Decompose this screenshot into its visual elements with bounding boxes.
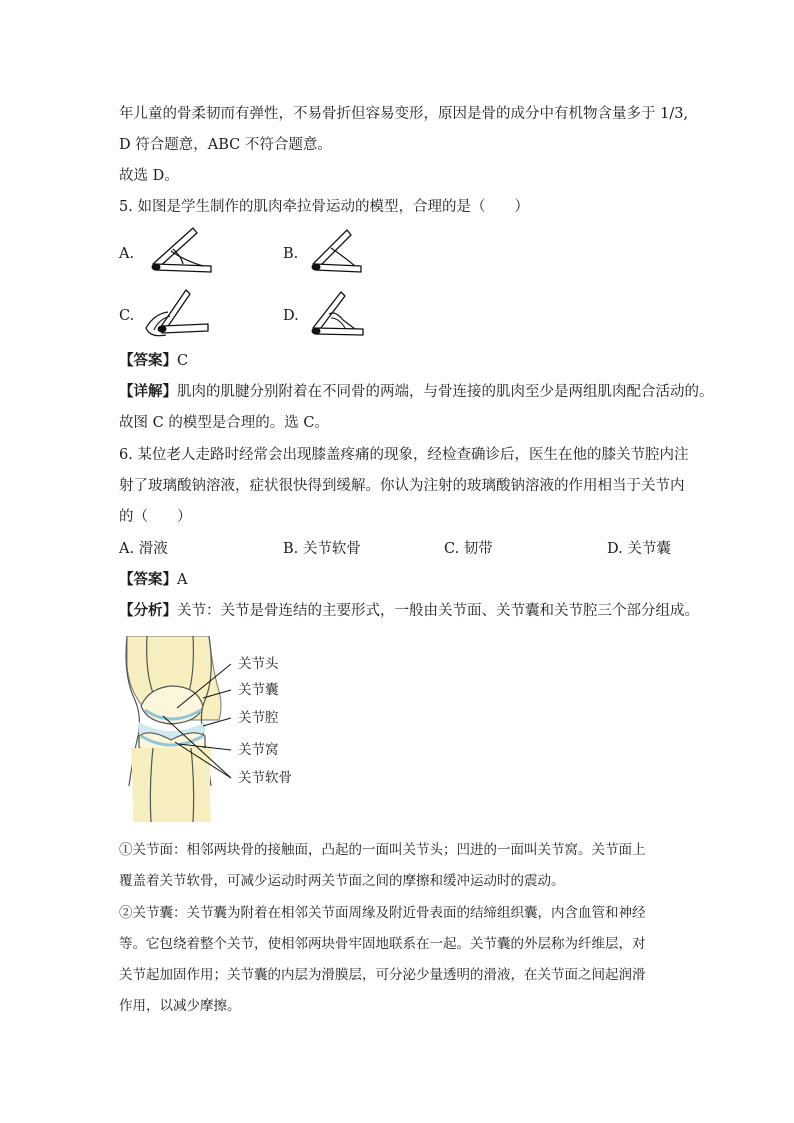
- detail-line: [119, 382, 714, 402]
- joint-structure-diagram: [119, 636, 349, 822]
- diagram-label: 关节囊: [238, 682, 279, 698]
- analysis-tag: 【分析】: [119, 602, 177, 619]
- option-b-model-figure: [305, 226, 365, 278]
- option-c-label: C.: [119, 308, 135, 324]
- text-line: 故选 D。: [119, 168, 179, 184]
- detail-text: 肌肉的肌腱分别附着在不同骨的两端，与骨连接的肌肉至少是两组肌肉配合活动的。: [177, 384, 714, 400]
- text-line: ①关节面：相邻两块骨的接触面，凸起的一面叫关节头；凹进的一面叫关节窝。关节面上: [119, 842, 646, 858]
- diagram-label: 关节头: [238, 656, 279, 672]
- option-d: D. 关节囊: [607, 541, 671, 557]
- answer-tag: 【答案】: [119, 571, 177, 588]
- answer-tag: 【答案】: [119, 352, 177, 369]
- answer-value: A: [177, 572, 188, 588]
- answer-line: [119, 351, 188, 371]
- detail-tag: 【详解】: [119, 383, 177, 400]
- option-b: B. 关节软骨: [283, 541, 361, 557]
- answer-line: [119, 570, 187, 590]
- text-line: 关节起加固作用；关节囊的内层为滑膜层，可分泌少量透明的滑液，在关节面之间起润滑: [119, 967, 646, 983]
- analysis-text: 关节：关节是骨连结的主要形式，一般由关节面、关节囊和关节腔三个部分组成。: [177, 603, 699, 619]
- text-line: D 符合题意，ABC 不符合题意。: [119, 137, 332, 153]
- text-line: 年儿童的骨柔韧而有弹性，不易骨折但容易变形，原因是骨的成分中有机物含量多于 1/3,: [119, 106, 689, 122]
- text-line: 等。它包绕着整个关节，使相邻两块骨牢固地联系在一起。关节囊的外层称为纤维层，对: [119, 936, 646, 952]
- diagram-label: 关节软骨: [238, 770, 292, 786]
- option-a-model-figure: [143, 226, 215, 278]
- question-6-stem: 射了玻璃酸钠溶液，症状很快得到缓解。你认为注射的玻璃酸钠溶液的作用相当于关节内: [119, 478, 685, 494]
- option-b-label: B.: [283, 246, 299, 262]
- text-line: 故图 C 的模型是合理的。选 C。: [119, 415, 330, 431]
- question-6-stem: 6. 某位老人走路时经常会出现膝盖疼痛的现象，经检查确诊后，医生在他的膝关节腔内注: [119, 447, 689, 463]
- option-a: A. 滑液: [119, 541, 168, 557]
- option-c: C. 韧带: [444, 541, 493, 557]
- option-d-model-figure: [305, 288, 367, 342]
- option-c-model-figure: [140, 286, 212, 344]
- option-d-label: D.: [283, 308, 299, 324]
- diagram-label: 关节腔: [238, 710, 279, 726]
- diagram-label: 关节窝: [238, 742, 279, 758]
- analysis-line: [119, 601, 699, 621]
- text-line: ②关节囊：关节囊为附着在相邻关节面周缘及附近骨表面的结缔组织囊，内含血管和神经: [119, 905, 646, 921]
- question-6-stem: 的（ ）: [119, 509, 192, 525]
- text-line: 覆盖着关节软骨，可减少运动时两关节面之间的摩擦和缓冲运动时的震动。: [119, 873, 565, 889]
- answer-value: C: [177, 353, 189, 369]
- option-a-label: A.: [119, 246, 135, 262]
- text-line: 作用，以减少摩擦。: [119, 998, 241, 1014]
- question-5-stem: 5. 如图是学生制作的肌肉牵拉骨运动的模型，合理的是（ ）: [119, 199, 529, 215]
